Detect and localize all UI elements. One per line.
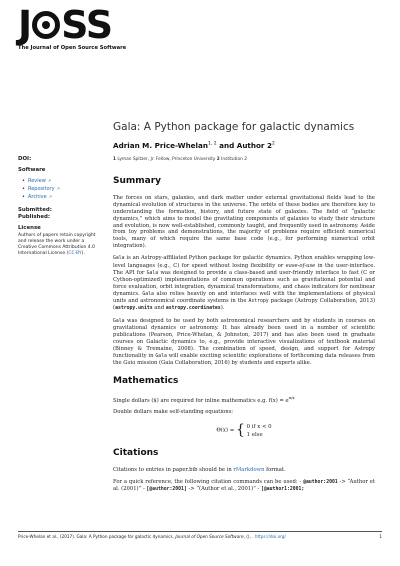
published-label: Published:	[18, 214, 51, 221]
license-text: Authors of papers retain copyright and release the work under a Creative Commons Attribution 4.0 International License (CC-BY).	[18, 232, 96, 257]
submitted-label: Submitted:	[18, 206, 52, 213]
logo-o-ring	[32, 11, 60, 39]
doi-link[interactable]: https://doi.org/	[254, 534, 286, 539]
summary-paragraph-2: Gala is an Astropy-affiliated Python package for galactic dynamics. Python enables wrapping low-level languages (e.g., C) for speed without losing flexibility or ease-of-use in the user-interface. The API for Gala was designed to provide a class-based and user-friendly interface to fast (C or Cython-optimized) implementations of common operations such as gravitational potential and force evaluation, orbit integration, dynamical transformations, and chaos indicators for nonlinear dynamics. Gala also relies heavily on and interfaces well with the implementations of physical units and astronomical coordinate systems in the Astropy package (Astropy Collaboration, 2013) (astropy.units and astropy.coordinates).	[113, 255, 375, 312]
paper-title: Gala: A Python package for galactic dynamics	[113, 121, 355, 133]
logo-wordmark: J SS	[18, 3, 113, 47]
software-label: Software	[18, 167, 46, 174]
joss-logo	[18, 3, 127, 51]
license-link[interactable]: CC-BY	[68, 251, 82, 257]
mathematics-heading: Mathematics	[113, 375, 179, 386]
main-content	[113, 176, 375, 498]
summary-paragraph-3: Gala was designed to be used by both astronomical researchers and by students in courses on gravitational dynamics or astronomy. It has already been used in a number of scientific publications (Pearson, Price-Whelan, & Johnston, 2017) and has also been used in graduate courses on Galactic dynamics to, e.g., provide interactive visualizations of textbook material (Binney & Tremaine, 2008). The combination of speed, design, and support for Astropy functionality in Gala will enable exciting scientific explorations of forthcoming data releases from the Gaia mission (Gaia Collaboration, 2016) by students and experts alike.	[113, 317, 375, 366]
software-link-archive[interactable]: • Archive ↗	[22, 194, 53, 201]
software-link-review[interactable]: • Review ↗	[22, 177, 52, 184]
rmarkdown-link[interactable]: rMarkdown	[233, 466, 265, 473]
external-link-icon: ↗	[48, 194, 53, 200]
page-footer	[18, 534, 382, 539]
math-paragraph-2: Double dollars make self-standing equations:	[113, 409, 234, 416]
paper-authors: Adrian M. Price-Whelan$^{1, 2}$ and Author $2^2$	[113, 141, 275, 150]
external-link-icon: ↗	[47, 177, 52, 183]
citations-heading: Citations	[113, 447, 159, 458]
citations-paragraph-2: For a quick reference, the following citation commands can be used: - @author:2001 -> “Author et al. (2001)” - [@author:2001] -> “(Author et al., 2001)” - [@author1:2001;	[113, 478, 375, 492]
summary-paragraph-1: The forces on stars, galaxies, and dark matter under external gravitational fields lead to the dynamical evolution of structures in the universe. The orbits of these bodies are therefore key to understanding the formation, history, and future state of galaxies. The field of “galactic dynamics,” which aims to model the gravitating components of galaxies to study their structure and evolution, is now well-established, commonly taught, and frequently used in astronomy. Aside from toy problems and demonstrations, the majority of problems require efficient numerical tools, many of which require the same base code (e.g., for performing numerical orbit integration).	[113, 194, 375, 250]
logo-subtitle: The Journal of Open Source Software	[18, 45, 127, 51]
doi-label: DOI:	[18, 156, 32, 162]
license-label: License	[18, 225, 41, 232]
equation-cases: 0 if x < 0 1 else	[246, 423, 272, 438]
footer-rule	[18, 531, 382, 532]
external-link-icon: ↗	[56, 185, 60, 191]
math-paragraph-1: Single dollars ($) are required for inline mathematics e.g. $f(x) = e^{\pi/x}$	[113, 394, 295, 404]
footer-citation: Price-Whelan et al., (2017). Gala: A Python package for galactic dynamics. Journal of Open Source Software, (), . https://doi.org/	[18, 534, 286, 539]
citations-paragraph-1: Citations to entries in paper.bib should be in rMarkdown format.	[113, 466, 286, 473]
bullet-icon: •	[22, 194, 25, 201]
page-number: 1	[379, 534, 382, 539]
paper-affiliations: 1 Lyman Spitzer, Jr. Fellow, Princeton University 2 Institution 2	[113, 157, 247, 162]
display-equation: Θ(x) = { 0 if x < 0 1 else	[216, 422, 272, 439]
software-links	[22, 178, 104, 201]
summary-heading: Summary	[113, 176, 162, 186]
equation-brace: {	[235, 422, 245, 439]
sidebar	[18, 156, 104, 258]
software-link-repository[interactable]: • Repository ↗	[22, 185, 60, 192]
bullet-icon: •	[22, 185, 25, 192]
bullet-icon: •	[22, 177, 25, 184]
